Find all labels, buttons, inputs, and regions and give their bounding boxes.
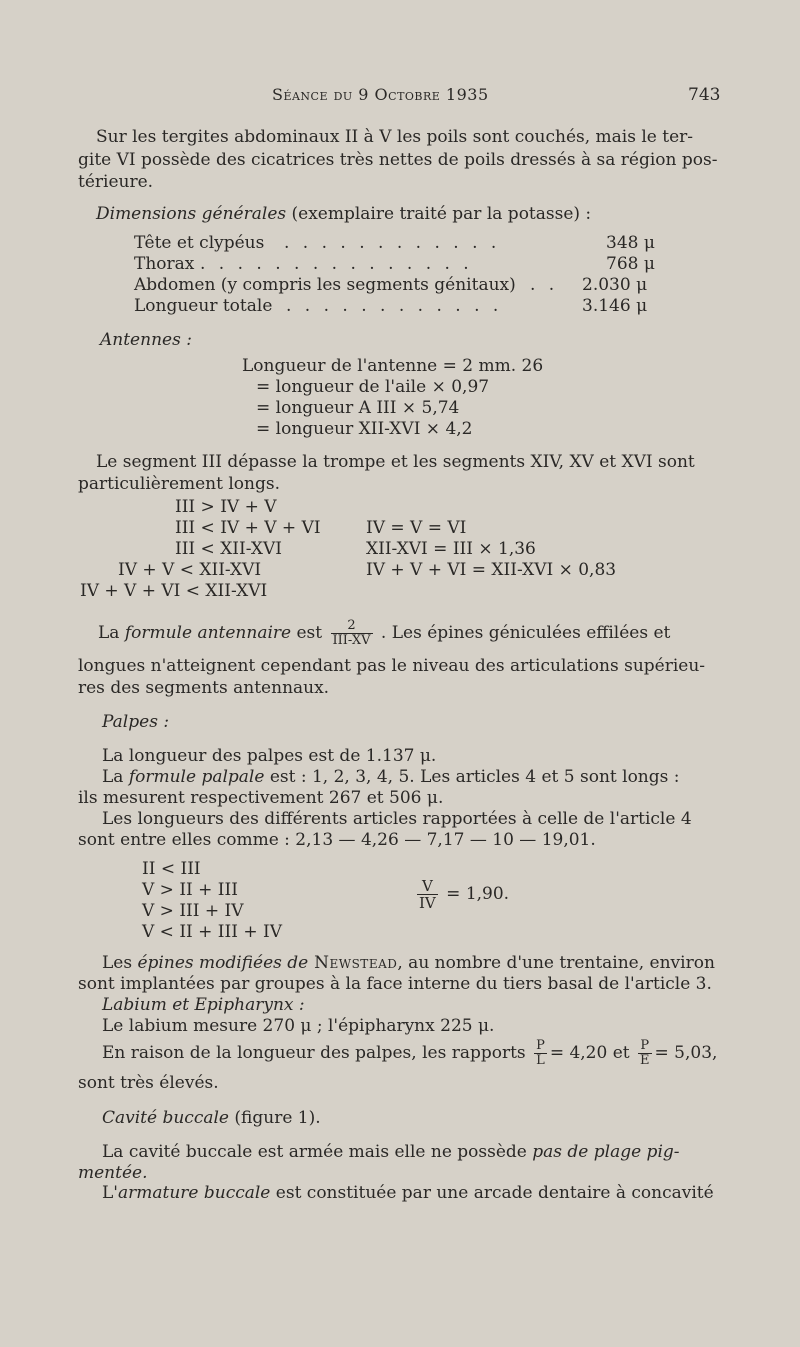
dimension-dots-abdomen: . . bbox=[530, 275, 559, 295]
epines-modifiees-term: épines modifiées de bbox=[137, 953, 309, 973]
cavite-line-1 bbox=[102, 1142, 680, 1162]
antenne-line-3: = longueur A III × 5,74 bbox=[256, 398, 460, 418]
palpes-ratio bbox=[414, 878, 509, 911]
antenne-formula-left-5: IV + V + VI < XII-XVI bbox=[80, 581, 268, 601]
cavite-line-2: mentée. bbox=[78, 1163, 148, 1183]
dimension-value-longueur: 3.146 μ bbox=[582, 296, 648, 316]
fraction-numerator: P bbox=[640, 1038, 650, 1053]
fraction-denominator: III-XV bbox=[332, 633, 371, 648]
epines-modifiees-line-1 bbox=[102, 953, 715, 973]
ratio-value: = 1,90. bbox=[446, 884, 510, 904]
antenne-formula-left-1: III > IV + V bbox=[175, 497, 277, 517]
palpes-line-3: ils mesurent respectivement 267 et 506 μ. bbox=[78, 788, 444, 808]
labium-line-2 bbox=[102, 1036, 717, 1070]
antenne-formula-left-3: III < XII-XVI bbox=[175, 539, 282, 559]
cavite-line-1-italic: pas de plage pig- bbox=[532, 1142, 680, 1162]
epines-para-line-1: longues n'atteignent cependant pas le niveau des articulations supérieu- bbox=[78, 656, 706, 676]
cavite-heading bbox=[102, 1108, 321, 1128]
formule-antennaire-fraction bbox=[331, 619, 373, 648]
running-header: Séance du 9 Octobre 1935 bbox=[272, 85, 489, 104]
cavite-line-3-prefix: L' bbox=[102, 1183, 118, 1203]
fraction-denominator: IV bbox=[419, 894, 436, 912]
dimension-label-thorax: Thorax bbox=[134, 254, 195, 274]
intro-line-2: gite VI possède des cicatrices très nettes de poils dressés à sa région pos- bbox=[78, 150, 718, 170]
dimension-label-tete: Tête et clypéus bbox=[134, 233, 265, 253]
formule-est: est bbox=[291, 623, 323, 643]
palpes-formula-2: V > II + III bbox=[142, 880, 238, 900]
dimension-dots-tete: . . . . . . . . . . . . bbox=[284, 233, 501, 253]
ratio-pl-value: = 4,20 et bbox=[549, 1043, 630, 1063]
cavite-heading-italic: Cavité buccale bbox=[102, 1108, 229, 1128]
cavite-line-3-rest: est constituée par une arcade dentaire à concavité bbox=[270, 1183, 714, 1203]
intro-line-3: térieure. bbox=[78, 172, 154, 192]
palpes-formula-4: V < II + III + IV bbox=[142, 922, 283, 942]
antenne-formula-right-2: XII-XVI = III × 1,36 bbox=[366, 539, 536, 559]
palpes-formula-1: II < III bbox=[142, 859, 201, 879]
antenne-formula-right-1: IV = V = VI bbox=[366, 518, 467, 538]
epines-prefix: Les bbox=[102, 953, 138, 973]
ratio-pl-fraction bbox=[534, 1039, 547, 1068]
palpes-formula-3: V > III + IV bbox=[142, 901, 244, 921]
labium-line-2-prefix: En raison de la longueur des palpes, les rapports bbox=[102, 1043, 526, 1063]
antenne-formula-right-3: IV + V + VI = XII-XVI × 0,83 bbox=[366, 560, 617, 580]
palpes-line-4: Les longueurs des différents articles rapportées à celle de l'article 4 bbox=[102, 809, 692, 829]
page-number: 743 bbox=[688, 85, 721, 105]
fraction-numerator: 2 bbox=[347, 618, 356, 633]
antenne-line-1: Longueur de l'antenne = 2 mm. 26 bbox=[242, 356, 544, 376]
ratio-pe-value: = 5,03, bbox=[654, 1043, 718, 1063]
formule-antennaire-term: formule antennaire bbox=[124, 623, 292, 643]
dimension-dots-longueur: . . . . . . . . . . . . bbox=[286, 296, 503, 316]
dimensions-heading-rest: (exemplaire traité par la potasse) : bbox=[286, 204, 592, 224]
epines-para-line-2: res des segments antennaux. bbox=[78, 678, 330, 698]
palpes-line-2-prefix: La bbox=[102, 767, 129, 787]
epines-rest: , au nombre d'une trentaine, environ bbox=[397, 953, 715, 973]
dimensions-heading-italic: Dimensions générales bbox=[96, 204, 287, 224]
dimension-label-abdomen: Abdomen (y compris les segments génitaux) bbox=[134, 275, 516, 295]
formule-antennaire-line bbox=[98, 617, 670, 649]
palpes-line-2-rest: est : 1, 2, 3, 4, 5. Les articles 4 et 5 sont longs : bbox=[264, 767, 680, 787]
formule-prefix: La bbox=[98, 623, 125, 643]
formule-rest: . Les épines géniculées effilées et bbox=[380, 623, 671, 643]
dimensions-heading bbox=[96, 204, 591, 224]
dimension-value-abdomen: 2.030 μ bbox=[582, 275, 648, 295]
fraction-numerator: P bbox=[536, 1038, 545, 1053]
cavite-line-1-prefix: La cavité buccale est armée mais elle ne possède bbox=[102, 1142, 533, 1162]
antenne-line-2: = longueur de l'aile × 0,97 bbox=[256, 377, 490, 397]
epines-modifiees-line-2: sont implantées par groupes à la face interne du tiers basal de l'article 3. bbox=[78, 974, 712, 994]
antennes-heading: Antennes : bbox=[100, 330, 192, 350]
author-name: Newstead bbox=[308, 953, 398, 973]
fraction-denominator: L bbox=[534, 1053, 547, 1068]
palpes-heading: Palpes : bbox=[102, 712, 170, 732]
antenne-formula-left-2: III < IV + V + VI bbox=[175, 518, 321, 538]
labium-heading: Labium et Epipharynx : bbox=[102, 995, 305, 1015]
cavite-line-3 bbox=[102, 1183, 714, 1203]
ratio-pe-fraction bbox=[638, 1039, 652, 1068]
labium-line-1: Le labium mesure 270 μ ; l'épipharynx 225 μ. bbox=[102, 1016, 495, 1036]
dimension-value-tete: 348 μ bbox=[606, 233, 655, 253]
formule-palpale-term: formule palpale bbox=[128, 767, 265, 787]
dimension-label-longueur: Longueur totale bbox=[134, 296, 273, 316]
segment-para-line-2: particulièrement longs. bbox=[78, 474, 280, 494]
fraction-denominator: E bbox=[640, 1053, 650, 1068]
antenne-formula-left-4: IV + V < XII-XVI bbox=[118, 560, 262, 580]
intro-line-1: Sur les tergites abdominaux II à V les poils sont couchés, mais le ter- bbox=[96, 127, 694, 147]
palpes-line-2 bbox=[102, 767, 680, 787]
palpes-ratio-fraction bbox=[417, 878, 438, 911]
palpes-line-5: sont entre elles comme : 2,13 — 4,26 — 7,17 — 10 — 19,01. bbox=[78, 830, 596, 850]
fraction-numerator: V bbox=[421, 877, 433, 895]
dimension-dots-thorax: . . . . . . . . . . . . . . . bbox=[200, 254, 473, 274]
labium-line-3: sont très élevés. bbox=[78, 1073, 219, 1093]
cavite-heading-rest: (figure 1). bbox=[229, 1108, 321, 1128]
palpes-line-1: La longueur des palpes est de 1.137 μ. bbox=[102, 746, 437, 766]
antenne-line-4: = longueur XII-XVI × 4,2 bbox=[256, 419, 473, 439]
dimension-value-thorax: 768 μ bbox=[606, 254, 655, 274]
armature-buccale-term: armature buccale bbox=[117, 1183, 271, 1203]
segment-para-line-1: Le segment III dépasse la trompe et les segments XIV, XV et XVI sont bbox=[96, 452, 695, 472]
